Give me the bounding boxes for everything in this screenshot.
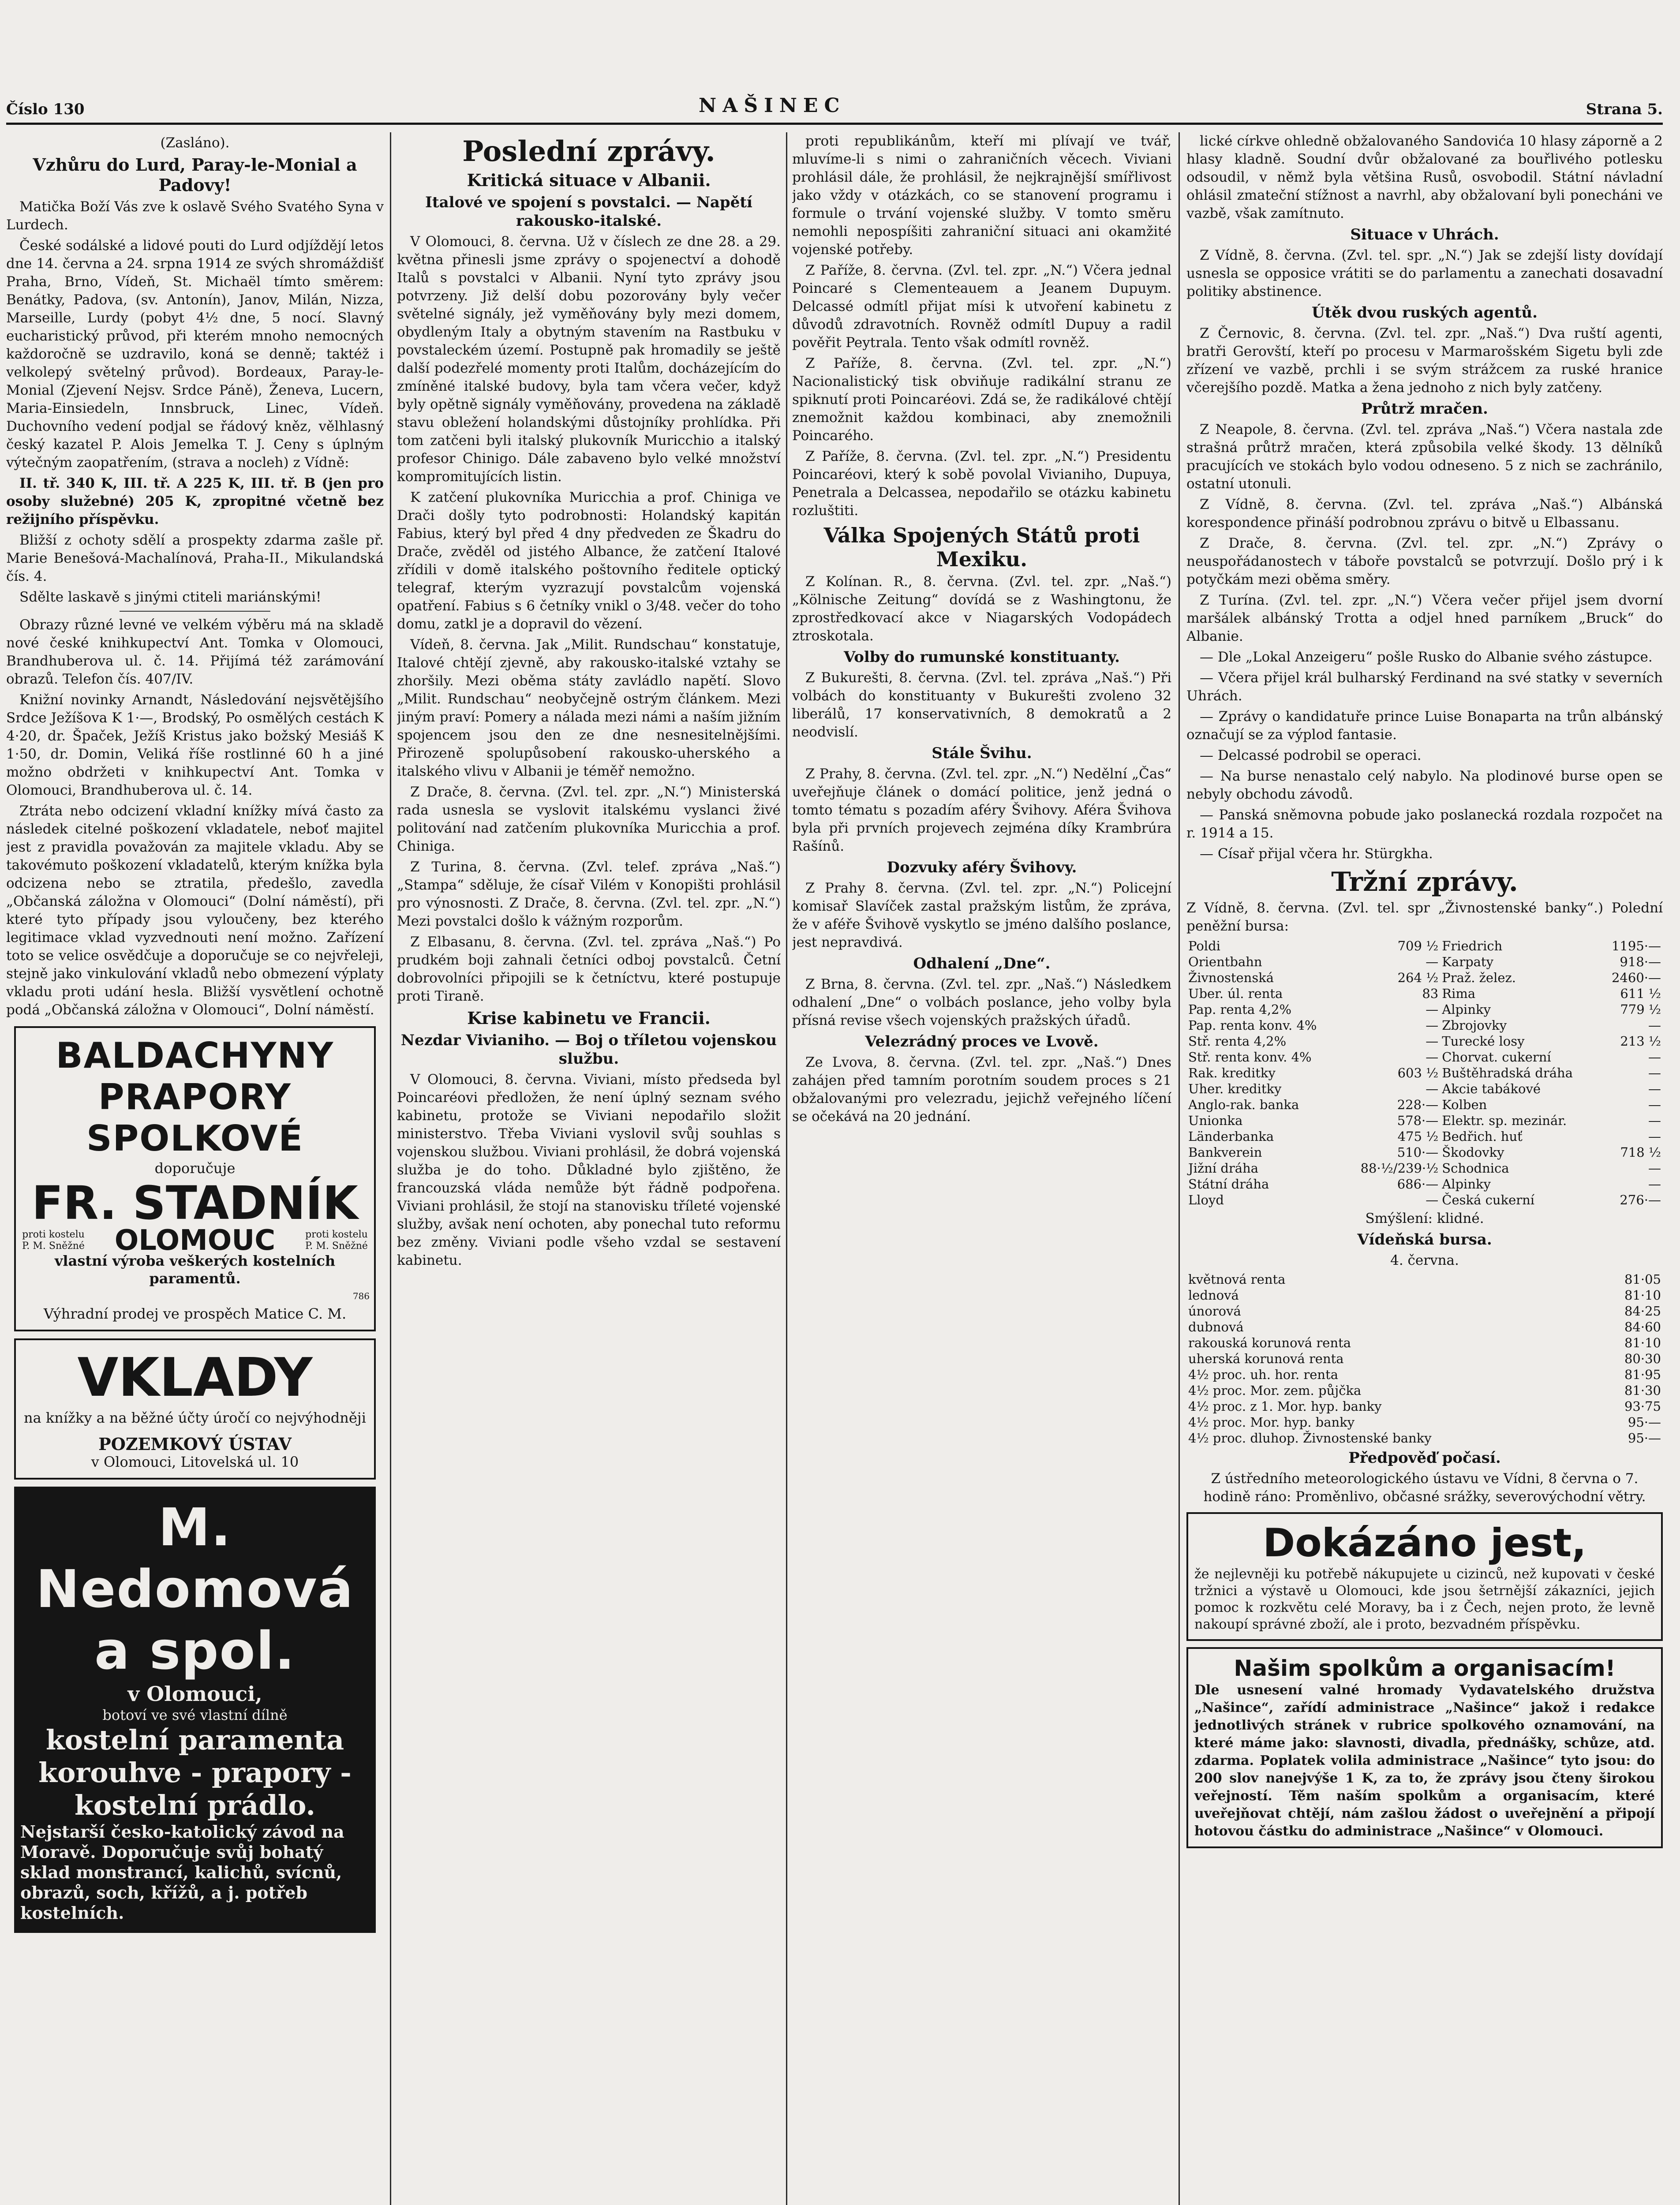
- vienna-title: Vídeňská bursa.: [1357, 1231, 1492, 1248]
- table-cell: Turecké losy: [1442, 1034, 1525, 1049]
- table-row: [1186, 1129, 1663, 1144]
- table-cell: Schodnica: [1442, 1161, 1509, 1176]
- table-row: [1186, 1271, 1663, 1287]
- table-cell: —: [1648, 1097, 1661, 1112]
- paragraph: Z Elbasanu, 8. června. (Zvl. tel. zpráva „Naš.“) Po prudkém boji zahnali četníci odboj povstalců. Četní dobrovolníci připojili se k četníctvu, které postupuje proti Tiraně.: [397, 934, 781, 1004]
- table-cell: —: [1648, 1018, 1661, 1033]
- paragraph: — Císař přijal včera hr. Stürgkha.: [1200, 846, 1433, 862]
- paragraph: Bližší z ochoty sdělí a prospekty zdarma zašle př. Marie Benešová-Machalínová, Praha-II., Mikulandská čís. 4.: [6, 532, 384, 584]
- paragraph: Matička Boží Vás zve k oslavě Svého Svatého Syna v Lurdech.: [6, 199, 384, 233]
- ad-line: PRAPORY: [98, 1076, 292, 1117]
- ad-city-row: [20, 1224, 370, 1257]
- table-cell: Zbrojovky: [1442, 1018, 1507, 1033]
- table-cell: únorová: [1188, 1304, 1241, 1319]
- ad-small: proti kostelu P. M. Sněžné: [305, 1229, 368, 1252]
- table-cell: —: [1648, 1081, 1661, 1096]
- table-cell: —: [1648, 1113, 1661, 1128]
- table-row: [1186, 1319, 1663, 1335]
- market-intro: Z Vídně, 8. června. (Zvl. tel. spr „Živnostenské banky“.) Polední peněžní bursa:: [1186, 900, 1663, 934]
- market-table: [1186, 938, 1663, 1208]
- table-row: [1186, 1144, 1663, 1160]
- pilgrimage-title: Vzhůru do Lurd, Paray-le-Monial a Padovy!: [33, 155, 357, 195]
- paragraph: Z Brna, 8. června. (Zvl. tel. zpr. „Naš.“) Následkem odhalení „Dne“ o volbách poslance, jeho volby byla přísná revise všech vojenských pražských úřadů.: [792, 976, 1171, 1028]
- table-cell: květnová renta: [1188, 1272, 1286, 1287]
- table-cell: Státní dráha: [1188, 1177, 1269, 1192]
- table-cell: 95·—: [1628, 1415, 1661, 1430]
- table-cell: Chorvat. cukerní: [1442, 1050, 1551, 1065]
- vienna-table: [1186, 1271, 1663, 1446]
- table-cell: Stř. renta konv. 4%: [1188, 1050, 1312, 1065]
- paragraph: V Olomouci, 8. června. Viviani, místo předseda byl Poincaréovi předložen, že není úplný seznam svého kabinetu, protože se Viviani nepodařilo složit ministerstvo. Třeba Viviani vyslovil svůj souhlas s vojenskou službou. Viviani prohlásil, že dobrá vojenská služba je do toho. Důkladné bylo zjištěno, že francouzská vláda nemůže být řádně podpořena. Viviani prohlásil, že stojí na stanovisku tříleté vojenské služby, avšak není ochoten, aby ponechal tuto reformu bez změny. Viviani podle všeho vzdal se sestavení kabinetu.: [397, 1072, 781, 1268]
- notice-text: Dle usnesení valné hromady Vydavatelského družstva „Našince“, zařídí administrace „Našince“ jakož i redakce jednotlivých stránek v rubrice spolkového oznamování, na které máme jako: slavnosti, divadla, přednášky, schůze, atd. zdarma. Poplatek volila administrace „Našince“ tyto jsou: do 200 slov nanejvýše 1 K, za to, že zprávy jsou čteny širokou veřejností. Těm naším spolkům a organisacím, které uveřejňovat chtějí, nám zašlou žádost o uveřejnění a připojí hotovou částku do administrace „Našince“ v Olomouci.: [1194, 1682, 1655, 1839]
- table-cell: 88·½/239·½: [1360, 1161, 1439, 1176]
- paragraph: Z Turína. (Zvl. tel. zpr. „N.“) Včera večer přijel jsem dvorní maršálek albánský Trotta a odjel hned parníkem „Bruck“ do Albanie.: [1186, 592, 1663, 644]
- ad-dokazano: [1186, 1512, 1663, 1641]
- article-subheadline: Útěk dvou ruských agentů.: [1312, 304, 1538, 321]
- ad-text: že nejlevněji ku potřebě nákupujete u cizinců, než kupovati v české tržnici a výstavě u Olomouci, kde jsou šetrnější zákazníci, jejich pomoc k rozkvětu celé Moravy, ba i z Čech, nejen proto, že levně nakoupí správné zboží, ale i proto, bezvadném příspěvku.: [1194, 1566, 1655, 1632]
- paragraph: Z Prahy 8. června. (Zvl. tel. zpr. „N.“) Policejní komisař Slavíček zastal pražským listům, že zpráva, že v aféře Švihově vyskytlo se jméno dalšího poslance, jest nepravdivá.: [792, 880, 1171, 950]
- table-cell: 475 ½: [1397, 1129, 1439, 1144]
- table-cell: —: [1426, 1081, 1439, 1096]
- table-cell: Friedrich: [1442, 938, 1503, 953]
- table-cell: 4½ proc. dluhop. Živnostenské banky: [1188, 1431, 1432, 1446]
- table-cell: 4½ proc. Mor. zem. půjčka: [1188, 1383, 1362, 1398]
- table-cell: uherská korunová renta: [1188, 1351, 1344, 1366]
- ad-products: kostelní paramenta korouhve - prapory - kostelní prádlo.: [38, 1724, 352, 1821]
- table-cell: 93·75: [1624, 1399, 1661, 1414]
- column-2: [397, 132, 781, 2205]
- table-cell: 95·—: [1628, 1431, 1661, 1446]
- paragraph: — Na burse nenastalo celý nabylo. Na plodinové burse open se nebyly obchodu závodů.: [1186, 768, 1663, 802]
- table-cell: —: [1648, 1129, 1661, 1144]
- table-cell: 228·—: [1397, 1097, 1439, 1112]
- paragraph: Z Drače, 8. června. (Zvl. tel. zpr. „N.“) Ministerská rada usnesla se vyslovit italskému vyslanci živé politování nad zatčením plukovníka Muricchia a prof. Chiniga.: [397, 784, 781, 854]
- paragraph: Z Turina, 8. června. (Zvl. telef. zpráva „Naš.“) „Stampa“ sděluje, že císař Vilém v Konopišti prohlásil pro výnosnosti. Z Drače, 8. června. (Zvl. tel. zpr. „N.“) Mezi povstalci došlo k vážným rozporům.: [397, 859, 781, 929]
- table-cell: Bankverein: [1188, 1145, 1262, 1160]
- table-cell: Buštěhradská dráha: [1442, 1065, 1573, 1080]
- paragraph: Z Bukurešti, 8. června. (Zvl. tel. zpráva „Naš.“) Při volbách do konstituanty v Bukurešti zvoleno 32 liberálů, 17 konservativních, 8 demokratů a 2 neodvislí.: [792, 670, 1171, 740]
- table-cell: dubnová: [1188, 1319, 1244, 1334]
- header-rule: [6, 123, 1663, 125]
- page-header: [6, 94, 1663, 123]
- table-cell: Uber. úl. renta: [1188, 986, 1283, 1001]
- weather-title: Předpověď počasí.: [1348, 1449, 1501, 1467]
- table-cell: Lloyd: [1188, 1192, 1224, 1207]
- table-cell: 1195·—: [1611, 938, 1661, 953]
- table-cell: Pap. renta 4,2%: [1188, 1002, 1292, 1017]
- table-cell: 611 ½: [1620, 986, 1661, 1001]
- paragraph: — Panská sněmovna pobude jako poslanecká rozdala rozpočet na r. 1914 a 15.: [1186, 807, 1663, 841]
- paragraph: — Dle „Lokal Anzeigeru“ pošle Rusko do Albanie svého zástupce.: [1200, 649, 1653, 665]
- article-subheadline: Italové ve spojení s povstalci. — Napětí rakousko-italské.: [425, 194, 752, 230]
- table-cell: —: [1426, 954, 1439, 969]
- ad-own: vlastní výroba veškerých kostelních paramentů.: [54, 1252, 336, 1287]
- paragraph: Z Kolínan. R., 8. června. (Zvl. tel. zpr. „Naš.“) „Kölnische Zeitung“ dovídá se z Washingtonu, že zprostředkovací akce v Niagarských Vodopádech ztroskotala.: [792, 574, 1171, 644]
- paragraph: Z Vídně, 8. června. (Zvl. tel. spr. „N.“) Jak se zdejší listy dovídají usnesla se opposice vrátiti se do parlamentu a zanechati dosavadní politiky abstinence.: [1186, 247, 1663, 299]
- paragraph: — Zprávy o kandidatuře prince Luise Bonaparta na trůn albánský označují se za výplod fantasie.: [1186, 709, 1663, 743]
- paragraph: Ze Lvova, 8. června. (Zvl. tel. zpr. „Naš.“) Dnes zahájen před tamním porotním soudem proces s 21 obžalovanými pro velezradu, jejichž veřejného líčení se očekává na 20 jednání.: [792, 1054, 1171, 1125]
- price-list: II. tř. 340 K, III. tř. A 225 K, III. tř. B (jen pro osoby služebné) 205 K, zpropitné včetně bez režijního příspěvku.: [6, 475, 384, 527]
- table-cell: 2460·—: [1611, 970, 1661, 985]
- table-row: [1186, 1430, 1663, 1446]
- table-cell: 81·30: [1624, 1383, 1661, 1398]
- issue-number: Číslo 130: [6, 101, 85, 118]
- paragraph: Ztráta nebo odcizení vkladní knížky mívá často za následek citelné poškození vkladatele, neboť majitel jest z pravidla považován za majitele vkladu. Aby se takovémuto poškození vkladatelů, kterým knížka byla odcizena nebo se ztratila, předešlo, zavedla „Občanská záložna v Olomouci“ (Dolní náměstí), při které tyto případy jsou vyloučeny, bez kterého legitimace vklad vyzvednouti není možno. Zařízení toto se velice osvědčuje a doporučuje se co nejvřeleji, stejně jako vinkulování vkladů nebo obmezení výplaty vkladu proti udání hesla. Bližší vysvětlení ochotně podá „Občanská záložna v Olomouci“, Dolní náměstí.: [6, 803, 384, 1018]
- divider: [120, 611, 270, 612]
- ad-title: Dokázáno jest,: [1263, 1520, 1586, 1566]
- table-cell: 81·95: [1624, 1367, 1661, 1382]
- table-cell: lednová: [1188, 1288, 1239, 1303]
- table-cell: —: [1426, 1034, 1439, 1049]
- table-row: [1186, 986, 1663, 1002]
- article-subheadline: Stále Švihu.: [932, 744, 1032, 762]
- table-row: [1186, 1414, 1663, 1430]
- article-headline: Kritická situace v Albanii.: [467, 170, 711, 190]
- paragraph: Z Paříže, 8. června. (Zvl. tel. zpr. „N.“) Včera jednal Poincaré s Clementeauem a Jeanem Dupuym. Delcassé odmítl přijat mísi k utvoření kabinetu z důvodů zdravotních. Rovněž odmítl Dupuy a radil pověřit Peytrala. Tento však odmítl rovněž.: [792, 262, 1171, 351]
- ad-recommend: doporučuje: [154, 1160, 236, 1177]
- weather-text: Z ústředního meteorologického ústavu ve Vídni, 8 června o 7. hodině ráno: Proměnlivo, občasné srážky, severovýchodní větry.: [1203, 1471, 1646, 1505]
- table-cell: Alpinky: [1442, 1177, 1491, 1192]
- table-cell: Rak. kreditky: [1188, 1065, 1276, 1080]
- table-cell: Anglo-rak. banka: [1188, 1097, 1299, 1112]
- ad-small: proti kostelu P. M. Sněžné: [22, 1229, 85, 1252]
- paragraph: České sodálské a lidové pouti do Lurd odjíždějí letos dne 14. června a 24. srpna 1914 ze svých shromáždišť Praha, Brno, Vídeň, St. Michaël tímto směrem: Benátky, Padova, (sv. Antonín), Janov, Milán, Nizza, Marseille, Lurdy (pobyt 4½ dne, 5 nocí. Slavný eucharistický průvod, při kterém mnoho nemocných každoročně se uzdravilo, koná se denně; taktéž i velkolepý světelný průvod). Bordeaux, Paray-le-Monial (Zjevení Nejsv. Srdce Páně), Ženeva, Lucern, Maria-Einsiedeln, Innsbruck, Linec, Vídeň. Duchovního vedení podjal se řádový kněz, vělhlasný český kazatel P. Alois Jemelka T. J. Ceny s úplným výtečným zaopatřením, (strava a nocleh) z Vídně:: [6, 238, 384, 471]
- table-row: [1186, 1065, 1663, 1081]
- table-row: [1186, 1033, 1663, 1049]
- paragraph: Z Prahy, 8. června. (Zvl. tel. zpr. „N.“) Nedělní „Čas“ uveřejňuje článek o domácí politice, jenž jedná o tomto tématu s pozadím aféry Švihovy. Aféra Švihova byla při prvních projevech zejména díky Krambrúra Rašínů.: [792, 766, 1171, 854]
- paragraph: Knižní novinky Arnandt, Následování nejsvětějšího Srdce Ježíšova K 1·—, Brodský, Po osmělých cestách K 4·20, dr. Špaček, Ježíš Kristus jako božský Mesiáš K 1·50, dr. Domin, Veliká říše rostlinné 60 h a jiné možno obdržeti v knihkupectví Ant. Tomka v Olomouci, Brandhuberova ul. č. 14.: [6, 692, 384, 798]
- table-cell: 81·10: [1624, 1335, 1661, 1350]
- table-cell: Pap. renta konv. 4%: [1188, 1018, 1317, 1033]
- paragraph: Vídeň, 8. června. Jak „Milit. Rundschau“ konstatuje, Italové chtějí zjevně, aby rakousko-italské vztahy se zhoršily. Mezi oběma státy zavládlo napětí. Slovo „Milit. Rundschau“ neobyčejně ostrým článkem. Mezi jiným praví: Pomery a nálada mezi námi a naším jižním spojencem jsou den ze dne nesnesitelnějšími. Přirozeně spolupůsobení rakousko-uherského a italského vlivu v Albanii je téměř nemožno.: [397, 637, 781, 779]
- table-cell: Škodovky: [1442, 1145, 1504, 1160]
- paragraph: Z Vídně, 8. června. (Zvl. tel. zpráva „Naš.“) Albánská korespondence přináší podrobnou zprávu o bitvě u Elbassanu.: [1186, 497, 1663, 531]
- table-cell: Länderbanka: [1188, 1129, 1274, 1144]
- table-cell: Kolben: [1442, 1097, 1487, 1112]
- paragraph: K zatčení plukovníka Muricchia a prof. Chiniga ve Drači došly tyto podrobnosti: Holandský kapitán Fabius, který byl před 4 dny předveden ze Škadru do Drače, zvěděl od jistého Albance, že zatčení Italové zřídili v domě italského poštovního ředitele optický telegraf, kterým vyzrazují povstalcům vojenská opatření. Fabius s 6 četníky vnikl o 3/48. večer do toho domu, zatkl je a dopravil do vězení.: [397, 490, 781, 632]
- article-subheadline: Velezrádný proces ve Lvově.: [865, 1033, 1099, 1050]
- notice-title: Našim spolkům a organisacím!: [1234, 1656, 1616, 1681]
- paragraph: Z Drače, 8. června. (Zvl. tel. zpr. „N.“) Zprávy o neuspořádanostech v táboře povstalců se potvrzují. Došlo prý i k potyčkám mezi oběma směry.: [1186, 535, 1663, 587]
- paragraph: Z Paříže, 8. června. (Zvl. tel. zpr. „N.“) Nacionalistický tisk obviňuje radikální stranu ze spiknutí proti Poincaréovi. Zdá se, že radikálové chtějí znemožnit každou kombinaci, aby znemožnili Poincarého.: [792, 355, 1171, 444]
- ad-title: VKLADY: [77, 1347, 313, 1409]
- table-cell: —: [1648, 1050, 1661, 1065]
- table-row: [1186, 970, 1663, 986]
- table-cell: 718 ½: [1620, 1145, 1661, 1160]
- ad-bottom: Nejstarší česko-katolický závod na Moravě. Doporučuje svůj bohatý sklad monstrancí, kalichů, svícnů, obrazů, soch, křížů, a j. potřeb kostelních.: [20, 1822, 344, 1923]
- table-cell: 83: [1422, 986, 1439, 1001]
- table-row: [1186, 954, 1663, 970]
- table-cell: Poldi: [1188, 938, 1220, 953]
- paragraph: Obrazy různé levné ve velkém výběru má na skladě nové české knihkupectví Ant. Tomka v Olomouci, Brandhuberova ul. č. 14. Přijímá též zarámování obrazů. Telefon čís. 407/IV.: [6, 617, 384, 687]
- ad-nedomova: [14, 1487, 376, 1933]
- table-cell: 779 ½: [1620, 1002, 1661, 1017]
- article-subheadline: Odhalení „Dne“.: [913, 955, 1051, 972]
- table-row: [1186, 1113, 1663, 1129]
- table-cell: Jižní dráha: [1188, 1161, 1259, 1176]
- ad-line: SPOLKOVÉ: [86, 1118, 304, 1159]
- market-mood: Smýšlení: klidné.: [1365, 1211, 1484, 1226]
- table-row: [1186, 1383, 1663, 1398]
- table-cell: Akcie tabákové: [1442, 1081, 1541, 1096]
- paragraph: proti republikánům, kteří mi plívají ve tvář, mluvíme-li s nimi o zahraničních věcech. Viviani prohlásil dále, že prohlásil, že nejkrajnější smířlivost jako vždy v otázkách, co se stanovení programu i formule o trvání vojenské služby. V tomto směru nemohli nepospíšiti zahraniční situaci ani okamžité vojenské potřeby.: [792, 133, 1171, 258]
- table-row: [1186, 1398, 1663, 1414]
- table-cell: Bedřich. huť: [1442, 1129, 1523, 1144]
- table-cell: 80·30: [1624, 1351, 1661, 1366]
- table-cell: Praž. želez.: [1442, 970, 1516, 985]
- column-1: [6, 132, 384, 2205]
- table-cell: Elektr. sp. mezinár.: [1442, 1113, 1567, 1128]
- column-3: [792, 132, 1171, 2205]
- column-divider: [786, 132, 787, 2205]
- paragraph: Z Paříže, 8. června. (Zvl. tel. zpr. „N.“) Presidentu Poincaréovi, který k sobě povolal Vivianiho, Dupuya, Penetrala a Delcassea, nepodařilo se otázku kabinetu rozluštiti.: [792, 448, 1171, 519]
- article-headline: Krise kabinetu ve Francii.: [467, 1008, 711, 1028]
- column-divider: [1179, 132, 1180, 2205]
- table-cell: 603 ½: [1397, 1065, 1439, 1080]
- table-cell: 276·—: [1620, 1192, 1661, 1207]
- page-number: Strana 5.: [1586, 101, 1663, 118]
- table-cell: Uher. kreditky: [1188, 1081, 1282, 1096]
- table-cell: 4½ proc. uh. hor. renta: [1188, 1367, 1339, 1382]
- table-cell: 510·—: [1397, 1145, 1439, 1160]
- table-cell: Rima: [1442, 986, 1476, 1001]
- column-divider: [390, 132, 391, 2205]
- table-row: [1186, 1081, 1663, 1097]
- table-row: [1186, 1160, 1663, 1176]
- ad-text: botoví ve své vlastní dílně: [102, 1707, 288, 1723]
- ad-line: BALDACHYNY: [56, 1035, 334, 1076]
- paragraph: Z Černovic, 8. června. (Zvl. tel. zpr. „Naš.“) Dva ruští agenti, bratři Gerovští, kteří po procesu v Marmarošském Sigetu byli zde zřízení ve vazbě, prchli i se svým strážcem za ruské hranice včerejšího pozdě. Matka a žena jednoho z nich byly zatčeny.: [1186, 325, 1663, 396]
- paragraph: V Olomouci, 8. června. Už v číslech ze dne 28. a 29. května přinesli jsme zprávy o spojenectví a dohodě Italů s povstalci v Albanii. Nyní tyto zprávy jsou potvrzeny. Již delší dobu pozorovány byly večer světelné signály, jež vyměňovány byly mezi domem, obydleným Italy a obytným stavením na Rastbuku v povstaleckém území. Postupně pak hromadily se ještě další podezřelé momenty proti Italům, docházejícím do zmíněné italské budovy, byla tam včera večer, když byly opětně signály vyměňovány, provedena na základě stavu obležení holandskými důstojníky prohlídka. Při tom zatčeni byli italský plukovník Muricchio a italský profesor Chinigo. Dále zabaveno bylo velké množství kompromitujících listin.: [397, 234, 781, 485]
- ad-address: v Olomouci, Litovelská ul. 10: [91, 1454, 299, 1470]
- table-cell: —: [1426, 1018, 1439, 1033]
- article-subheadline: Průtrž mračen.: [1361, 400, 1488, 418]
- table-row: [1186, 1017, 1663, 1033]
- table-row: [1186, 1351, 1663, 1367]
- table-cell: 4½ proc. Mor. hyp. banky: [1188, 1415, 1355, 1430]
- paragraph: lické církve ohledně obžalovaného Sandovića 10 hlasy záporně a 2 hlasy kladně. Soudní dvůr obžalované za bouřlivého potlesku odsoudil, v němž byla většina Rusů, osvobodil. Státní návladní ohlásil zmateční stížnost a navrhl, aby obžalovaní byli ponecháni ve vazbě, však zamítnuto.: [1186, 133, 1663, 221]
- ad-title: M. Nedomová a spol.: [36, 1497, 354, 1681]
- table-cell: Karpaty: [1442, 954, 1493, 969]
- table-cell: Unionka: [1188, 1113, 1243, 1128]
- paragraph: — Včera přijel král bulharský Ferdinand na své statky v severních Uhrách.: [1186, 670, 1663, 704]
- vienna-date: 4. června.: [1390, 1252, 1459, 1268]
- table-row: [1186, 1002, 1663, 1017]
- ad-text: na knížky a na běžné účty úročí co nejvýhodněji: [24, 1409, 366, 1426]
- paragraph: — Delcassé podrobil se operaci.: [1200, 747, 1422, 763]
- paragraph: Z Neapole, 8. června. (Zvl. tel. zpráva „Naš.“) Včera nastala zde strašná průtrž mračen, která způsobila velké škody. 13 dělníků pracujících ve stokách bylo vodou odneseno. 5 z nich se zachránilo, ostatní utonuli.: [1186, 422, 1663, 492]
- table-cell: Orientbahn: [1188, 954, 1262, 969]
- table-cell: 264 ½: [1397, 970, 1439, 985]
- table-cell: 84·60: [1624, 1319, 1661, 1334]
- table-cell: —: [1648, 1177, 1661, 1192]
- table-cell: 686·—: [1397, 1177, 1439, 1192]
- table-row: [1186, 938, 1663, 954]
- ad-exclusive: Výhradní prodej ve prospěch Matice C. M.: [43, 1305, 347, 1322]
- ad-city: v Olomouci,: [127, 1682, 262, 1706]
- table-cell: —: [1426, 1192, 1439, 1207]
- newspaper-title: NAŠINEC: [699, 94, 846, 117]
- article-subheadline: Dozvuky aféry Švihovy.: [887, 859, 1077, 876]
- table-row: [1186, 1176, 1663, 1192]
- table-row: [1186, 1192, 1663, 1208]
- table-row: [1186, 1049, 1663, 1065]
- zaslano-label: (Zasláno).: [160, 135, 230, 151]
- ad-code: 786: [352, 1291, 370, 1301]
- ad-company-name: FR. STADNÍK: [32, 1176, 358, 1230]
- table-cell: —: [1648, 1065, 1661, 1080]
- column-4: [1186, 132, 1663, 2205]
- article-subheadline: Nezdar Vivianiho. — Boj o tříletou vojenskou službu.: [400, 1031, 777, 1068]
- article-headline: Válka Spojených Států proti Mexiku.: [823, 523, 1140, 571]
- table-row: [1186, 1335, 1663, 1351]
- table-cell: 918·—: [1620, 954, 1661, 969]
- table-cell: 709 ½: [1397, 938, 1439, 953]
- ad-stadnik: [14, 1026, 376, 1331]
- table-cell: Živnostenská: [1188, 970, 1274, 985]
- article-subheadline: Volby do rumunské konstituanty.: [843, 648, 1120, 666]
- notice-organisations: [1186, 1647, 1663, 1848]
- ad-city: OLOMOUC: [114, 1224, 276, 1257]
- table-row: [1186, 1287, 1663, 1303]
- table-cell: 578·—: [1397, 1113, 1439, 1128]
- ad-company: POZEMKOVÝ ÚSTAV: [98, 1434, 292, 1454]
- table-cell: rakouská korunová renta: [1188, 1335, 1351, 1350]
- table-cell: Alpinky: [1442, 1002, 1491, 1017]
- article-subheadline: Situace v Uhrách.: [1350, 226, 1499, 243]
- table-row: [1186, 1097, 1663, 1113]
- table-cell: 81·05: [1624, 1272, 1661, 1287]
- market-title: Tržní zprávy.: [1331, 867, 1518, 897]
- table-cell: 213 ½: [1620, 1034, 1661, 1049]
- table-cell: Stř. renta 4,2%: [1188, 1034, 1287, 1049]
- paragraph: Sdělte laskavě s jinými ctiteli mariánskými!: [19, 589, 322, 605]
- ad-vklady: [14, 1338, 376, 1480]
- section-title: Poslední zprávy.: [462, 135, 715, 168]
- table-cell: 81·10: [1624, 1288, 1661, 1303]
- table-cell: Česká cukerní: [1442, 1192, 1535, 1207]
- table-cell: 84·25: [1624, 1304, 1661, 1319]
- table-cell: —: [1426, 1002, 1439, 1017]
- table-cell: 4½ proc. z 1. Mor. hyp. banky: [1188, 1399, 1382, 1414]
- table-cell: —: [1648, 1161, 1661, 1176]
- table-row: [1186, 1367, 1663, 1383]
- table-row: [1186, 1303, 1663, 1319]
- table-cell: —: [1426, 1050, 1439, 1065]
